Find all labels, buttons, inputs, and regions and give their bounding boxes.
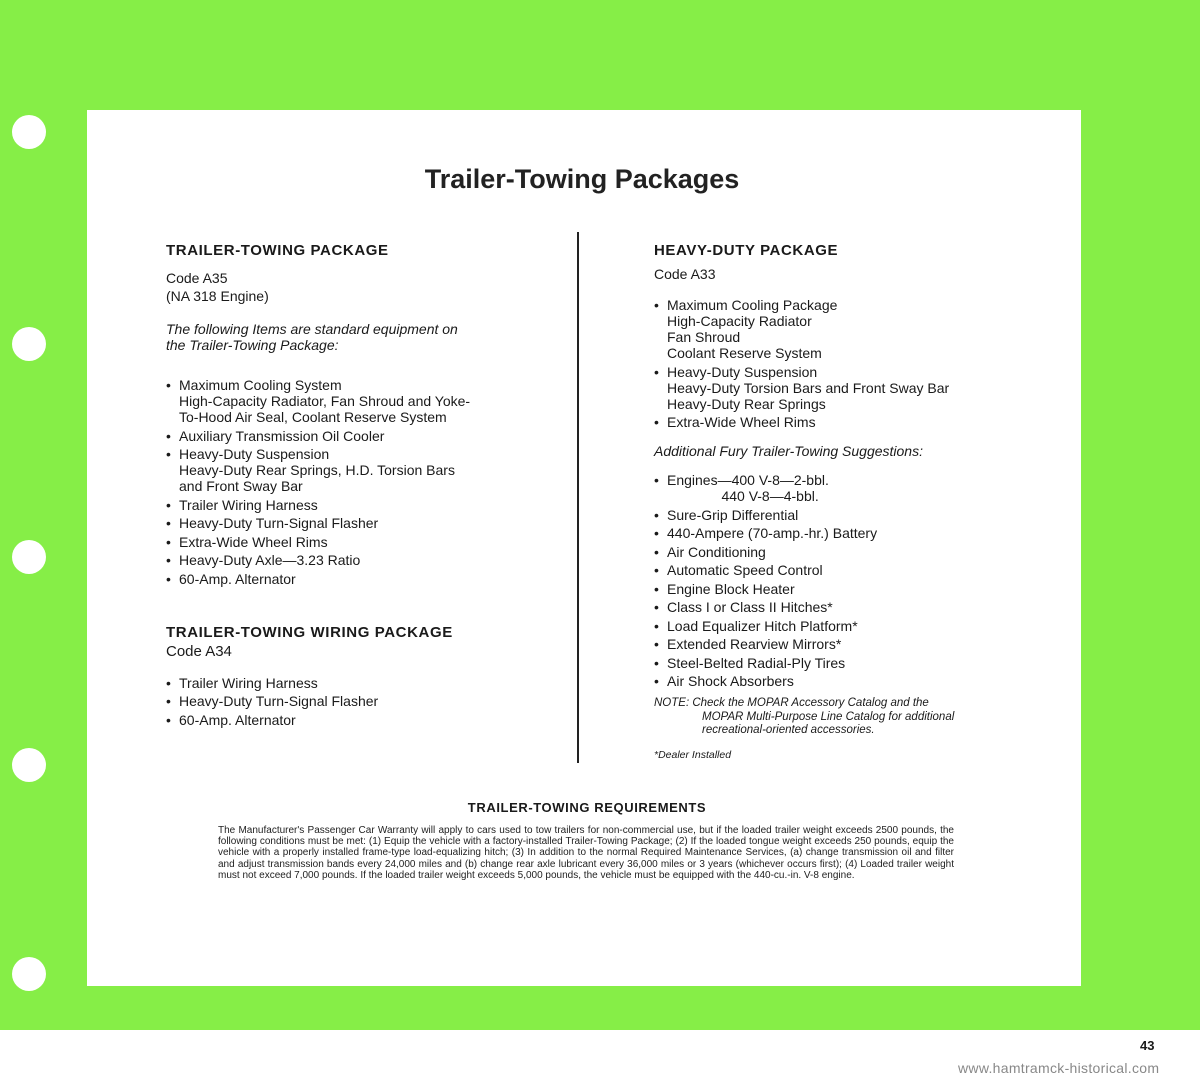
- list-item-label: Heavy-Duty Suspension: [179, 446, 330, 462]
- list-item: [654, 364, 1074, 412]
- heavy-duty-package-heading: HEAVY-DUTY PACKAGE: [654, 242, 839, 259]
- list-item: [654, 562, 1074, 578]
- list-item: [166, 377, 566, 425]
- left-column: [166, 242, 566, 730]
- list-item-label: Maximum Cooling Package: [667, 297, 838, 313]
- list-item-label: Air Conditioning: [667, 543, 766, 560]
- list-item: [166, 428, 566, 444]
- list-item-detail: Fan Shroud: [667, 329, 741, 345]
- content-panel: [87, 110, 1081, 986]
- list-item-detail: and Front Sway Bar: [179, 478, 303, 494]
- bullet-icon: •: [166, 570, 171, 587]
- list-item: [654, 655, 1074, 671]
- list-item-detail: Heavy-Duty Rear Springs, H.D. Torsion Bars: [179, 462, 455, 478]
- wiring-package-list: [166, 675, 566, 728]
- column-divider: [577, 232, 579, 763]
- list-item-label: Sure-Grip Differential: [667, 506, 799, 523]
- binder-hole: [12, 748, 46, 782]
- list-item-label: Engine Block Heater: [667, 580, 795, 597]
- binder-hole: [12, 115, 46, 149]
- list-item: [166, 571, 566, 587]
- bullet-icon: •: [166, 533, 171, 550]
- list-item: [166, 712, 566, 728]
- bullet-icon: •: [654, 654, 659, 671]
- list-item-label: Heavy-Duty Turn-Signal Flasher: [179, 515, 379, 531]
- list-item-detail: Coolant Reserve System: [667, 345, 822, 361]
- list-item: [654, 507, 1074, 523]
- bullet-icon: •: [654, 673, 659, 689]
- standard-equipment-list: [166, 377, 566, 587]
- list-item: [166, 446, 566, 494]
- intro-text: the Trailer-Towing Package:: [166, 337, 339, 353]
- bullet-icon: •: [654, 636, 659, 652]
- list-item-label: Automatic Speed Control: [667, 562, 823, 578]
- bullet-icon: •: [654, 363, 659, 380]
- bullet-icon: •: [654, 525, 659, 541]
- list-item-label: Trailer Wiring Harness: [179, 674, 318, 691]
- binder-hole: [12, 540, 46, 574]
- bullet-icon: •: [654, 617, 659, 634]
- list-item: [654, 581, 1074, 597]
- suggestions-list: [654, 472, 1074, 689]
- list-item: [654, 599, 1074, 615]
- wiring-package-heading: TRAILER-TOWING WIRING PACKAGE: [166, 623, 453, 641]
- list-item: [654, 618, 1074, 634]
- list-item-label: Extra-Wide Wheel Rims: [179, 533, 328, 550]
- bullet-icon: •: [166, 446, 171, 462]
- bullet-icon: •: [166, 496, 171, 513]
- bullet-icon: •: [166, 711, 171, 728]
- list-item-label: Steel-Belted Radial-Ply Tires: [667, 654, 846, 671]
- intro-text: The following Items are standard equipment on: [166, 321, 458, 337]
- list-item: [654, 673, 1074, 689]
- list-item-label: Class I or Class II Hitches*: [667, 599, 833, 615]
- bullet-icon: •: [654, 562, 659, 578]
- list-item-label: Auxiliary Transmission Oil Cooler: [179, 427, 385, 444]
- list-item: [166, 552, 566, 568]
- list-item-label: Trailer Wiring Harness: [179, 496, 318, 513]
- bullet-icon: •: [166, 515, 171, 531]
- list-item-label: Extended Rearview Mirrors*: [667, 636, 842, 652]
- bullet-icon: •: [654, 414, 659, 430]
- bullet-icon: •: [166, 693, 171, 709]
- list-item-detail: 440 V-8—4-bbl.: [667, 488, 819, 504]
- list-item-label: Heavy-Duty Suspension: [667, 363, 818, 380]
- bullet-icon: •: [654, 472, 659, 488]
- bullet-icon: •: [166, 427, 171, 444]
- list-item: [654, 472, 1074, 504]
- list-item: [166, 497, 566, 513]
- page-title: Trailer-Towing Packages: [424, 164, 740, 194]
- list-item: [654, 544, 1074, 560]
- list-item: [654, 414, 1074, 430]
- requirements-heading: TRAILER-TOWING REQUIREMENTS: [467, 800, 707, 815]
- list-item: [654, 297, 1074, 361]
- list-item-detail: Heavy-Duty Rear Springs: [667, 395, 826, 412]
- dealer-installed-footnote: *Dealer Installed: [654, 748, 732, 761]
- list-item: [654, 525, 1074, 541]
- list-item-label: 60-Amp. Alternator: [179, 570, 296, 587]
- package-code: Code A35: [166, 270, 228, 286]
- note: [654, 697, 1074, 738]
- list-item: [166, 675, 566, 691]
- note-line: recreational-oriented accessories.: [702, 724, 875, 736]
- watermark: www.hamtramck-historical.com: [958, 1060, 1160, 1076]
- list-item-detail: High-Capacity Radiator: [667, 313, 812, 329]
- note-line: NOTE: Check the MOPAR Accessory Catalog and the: [654, 697, 929, 709]
- list-item-detail: High-Capacity Radiator, Fan Shroud and Yoke-: [179, 393, 471, 409]
- suggestions-heading: Additional Fury Trailer-Towing Suggestions:: [654, 443, 923, 459]
- binder-hole: [12, 327, 46, 361]
- package-code: Code A34: [166, 642, 232, 660]
- note-line: MOPAR Multi-Purpose Line Catalog for additional: [702, 710, 955, 723]
- bullet-icon: •: [654, 543, 659, 560]
- bullet-icon: •: [654, 297, 659, 313]
- list-item: [166, 534, 566, 550]
- list-item-label: 60-Amp. Alternator: [179, 711, 296, 728]
- list-item-detail: Heavy-Duty Torsion Bars and Front Sway Bar: [667, 379, 950, 396]
- package-code: Code A33: [654, 266, 716, 282]
- list-item: [166, 693, 566, 709]
- binder-hole: [12, 957, 46, 991]
- list-item-label: Extra-Wide Wheel Rims: [667, 414, 816, 430]
- list-item-label: Heavy-Duty Axle—3.23 Ratio: [179, 552, 361, 568]
- bullet-icon: •: [166, 552, 171, 568]
- list-item-label: Load Equalizer Hitch Platform*: [667, 617, 858, 634]
- list-item: [166, 515, 566, 531]
- bullet-icon: •: [166, 674, 171, 691]
- bullet-icon: •: [166, 377, 171, 393]
- list-item: [654, 636, 1074, 652]
- requirements-body: The Manufacturer's Passenger Car Warranty will apply to cars used to tow trailers for non-commercial use, but if the loaded trailer weight exceeds 2500 pounds, the following conditions must be met: (1) Equip the vehicle with a factory-installed Trailer-Towing Package; (2) If the loaded tongue weight exceeds 250 pounds, equip the vehicle with a properly installed frame-type load-equalizing hitch; (3) In addition to the normal Required Maintenance Services, (a) change transmission oil and filter and adjust transmission bands every 24,000 miles and (b) change rear axle lubricant every 36,000 miles or 3 years (whichever occurs first); (4) Loaded trailer weight must not exceed 7,000 pounds. If the loaded trailer weight exceeds 5,000 pounds, the vehicle must be equipped with the 440-cu.-in. V-8 engine.: [218, 825, 954, 881]
- list-item-detail: To-Hood Air Seal, Coolant Reserve System: [179, 409, 447, 425]
- bullet-icon: •: [654, 599, 659, 615]
- list-item-label: Maximum Cooling System: [179, 377, 342, 393]
- right-column: [654, 242, 1074, 762]
- engine-note: (NA 318 Engine): [166, 288, 269, 304]
- list-item-label: Engines—400 V-8—2-bbl.: [667, 472, 829, 488]
- trailer-towing-package-heading: TRAILER-TOWING PACKAGE: [166, 242, 389, 259]
- list-item-label: Air Shock Absorbers: [667, 673, 794, 689]
- bullet-icon: •: [654, 506, 659, 523]
- list-item-label: 440-Ampere (70-amp.-hr.) Battery: [667, 525, 878, 541]
- list-item-label: Heavy-Duty Turn-Signal Flasher: [179, 693, 379, 709]
- bullet-icon: •: [654, 580, 659, 597]
- heavy-duty-list: [654, 297, 1074, 430]
- page-number: 43: [1140, 1038, 1155, 1053]
